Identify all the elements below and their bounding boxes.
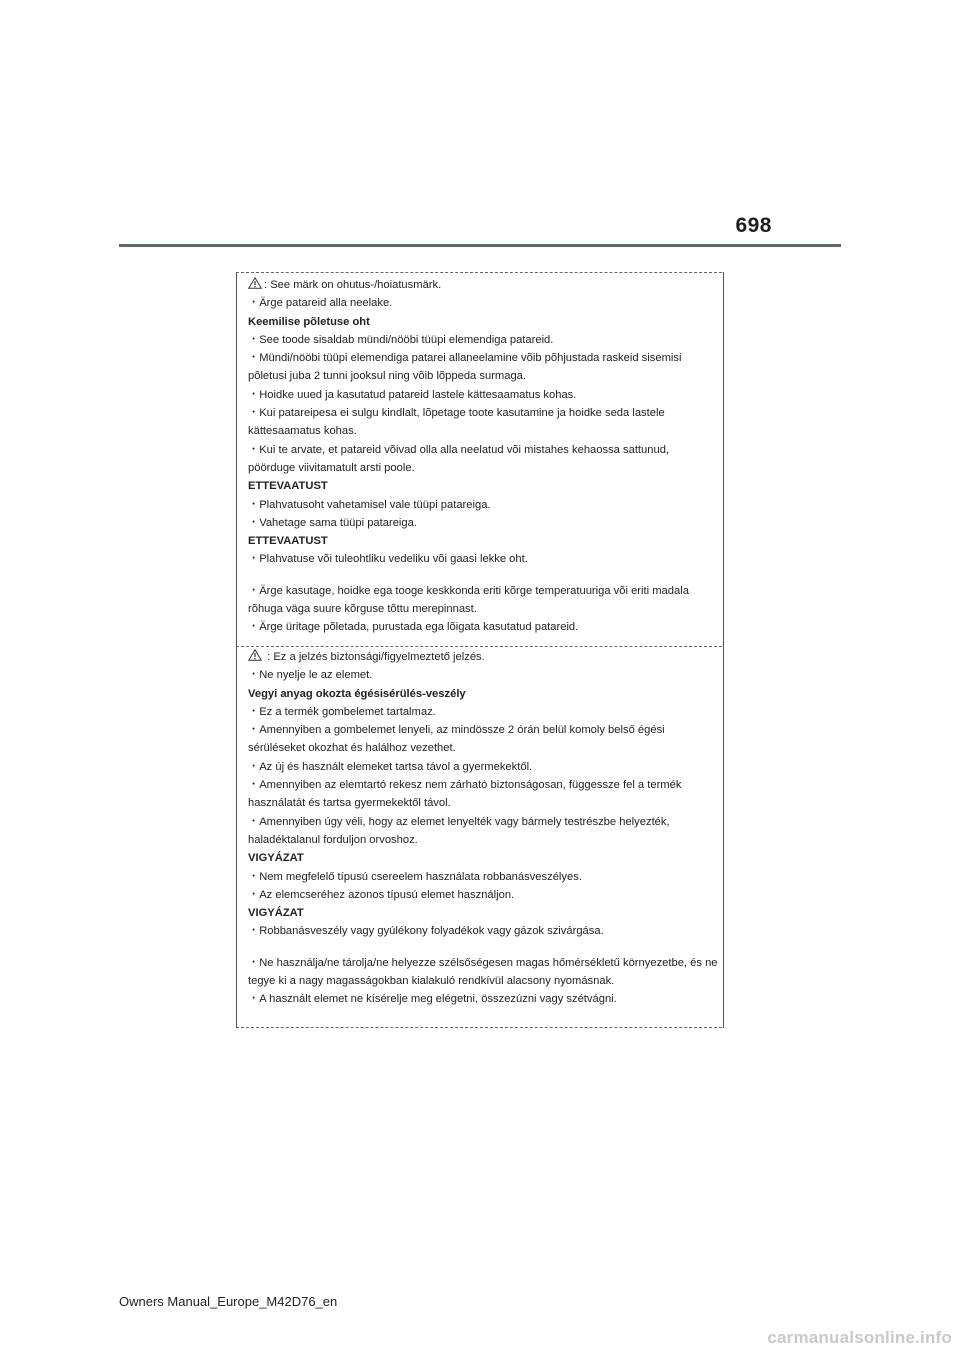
warning-text: ・Ne nyelje le az elemet. [248, 669, 373, 682]
warning-line [248, 582, 718, 619]
warning-text: ・Robbanásveszély vagy gyúlékony folyadékok vagy gázok szivárgása. [248, 925, 604, 938]
warning-line [248, 294, 718, 312]
warning-line [248, 758, 718, 776]
warning-heading [248, 477, 718, 495]
box-bottom-border [236, 1027, 722, 1028]
warning-heading [248, 313, 718, 331]
warning-line [248, 550, 718, 568]
box-top-border [236, 272, 722, 273]
warning-text: ・Nem megfelelő típusú csereelem használata robbanásveszélyes. [248, 870, 582, 883]
warning-line [248, 618, 718, 636]
footer-doc-id: Owners Manual_Europe_M42D76_en [119, 1294, 338, 1309]
warning-text: ・Kui patareipesa ei sulgu kindlalt, lõpetage toote kasutamine ja hoidke seda lastele kättesaamatus kohas. [248, 407, 665, 438]
warning-line [248, 813, 718, 850]
warning-text: ・Ärge patareid alla neelake. [248, 297, 393, 310]
warning-heading [248, 532, 718, 550]
warning-text: Vegyi anyag okozta égésisérülés-veszély [248, 687, 466, 700]
warning-text: VIGYÁZAT [248, 852, 304, 865]
warning-triangle-icon [248, 277, 262, 289]
hungarian-warning-section [248, 648, 718, 1009]
warning-heading [248, 685, 718, 703]
warning-text: ・Plahvatusoht vahetamisel vale tüüpi patareiga. [248, 498, 491, 511]
warning-text: ・Plahvatuse või tuleohtliku vedeliku või gaasi lekke oht. [248, 553, 528, 566]
warning-line [248, 954, 718, 991]
warning-line [248, 386, 718, 404]
warning-line [248, 349, 718, 386]
warning-text: ・Ez a termék gombelemet tartalmaz. [248, 705, 436, 718]
warning-text: ・Ne használja/ne tárolja/ne helyezze szélsőségesen magas hőmérsékletű környezetbe, és ne tegye ki a nagy magasságokban kialakuló rendkívül alacsony nyomásnak. [248, 956, 718, 988]
section-divider [236, 646, 722, 647]
warning-line [248, 276, 718, 294]
warning-line [248, 648, 718, 666]
warning-line [248, 776, 718, 813]
warning-text: ETTEVAATUST [248, 480, 328, 493]
estonian-warning-section [248, 276, 718, 637]
warning-line [248, 496, 718, 514]
paragraph-gap [248, 569, 718, 582]
warning-heading [248, 904, 718, 922]
warning-text: ・Hoidke uued ja kasutatud patareid lastele kättesaamatus kohas. [248, 388, 577, 401]
warning-text: ・Az elemcseréhez azonos típusú elemet használjon. [248, 888, 515, 901]
warning-text: ・Mündi/nööbi tüüpi elemendiga patarei allaneelamine võib põhjustada raskeid sisemisi põletusi juba 2 tunni jooksul ning võib lõppeda surmaga. [248, 352, 682, 383]
warning-line [248, 666, 718, 684]
warning-text: ・Az új és használt elemeket tartsa távol a gyermekektől. [248, 760, 533, 773]
warning-text: ETTEVAATUST [248, 535, 328, 548]
warning-text: Keemilise põletuse oht [248, 315, 370, 328]
warning-line [248, 886, 718, 904]
warning-triangle-icon [248, 649, 262, 661]
warning-text: ・Amennyiben az elemtartó rekesz nem zárható biztonságosan, függessze fel a termék használatát és tartsa gyermekektől távol. [248, 779, 682, 810]
warning-text: ・A használt elemet ne kísérelje meg elégetni, összezúzni vagy szétvágni. [248, 993, 617, 1006]
warning-line [248, 404, 718, 441]
warning-line [248, 922, 718, 940]
header-rule [119, 244, 841, 247]
warning-text: VIGYÁZAT [248, 907, 304, 920]
warning-text: : See märk on ohutus-/hoiatusmärk. [264, 279, 442, 291]
warning-text: ・See toode sisaldab mündi/nööbi tüüpi elemendiga patareid. [248, 333, 554, 346]
warning-text: ・Amennyiben a gombelemet lenyeli, az mindössze 2 órán belül komoly belső égési sérüléseket okozhat és halálhoz vezethet. [248, 724, 665, 755]
warning-line [248, 441, 718, 478]
warning-line [248, 514, 718, 532]
warning-line [248, 331, 718, 349]
warning-text: ・Amennyiben úgy véli, hogy az elemet lenyelték vagy bármely testrészbe helyezték, haladéktalanul forduljon orvoshoz. [248, 815, 670, 846]
watermark: carmanualsonline.info [767, 1328, 952, 1347]
paragraph-gap [248, 941, 718, 954]
warning-line [248, 721, 718, 758]
warning-heading [248, 849, 718, 867]
warning-text: ・Kui te arvate, et patareid võivad olla alla neelatud või mistahes kehaossa sattunud, pöörduge viivitamatult arsti poole. [248, 443, 670, 474]
warning-text: ・Ärge kasutage, hoidke ega tooge keskkonda eriti kõrge temperatuuriga või eriti madala rõhuga väga suure kõrguse tõttu merepinnast. [248, 584, 689, 616]
warning-line [248, 703, 718, 721]
warning-line [248, 990, 718, 1008]
warning-text: ・Ärge üritage põletada, purustada ega lõigata kasutatud patareid. [248, 621, 579, 634]
warning-text: : Ez a jelzés biztonsági/figyelmeztető jelzés. [264, 651, 485, 663]
warning-line [248, 868, 718, 886]
page-number: 698 [735, 214, 772, 237]
warning-text: ・Vahetage sama tüüpi patareiga. [248, 516, 417, 529]
